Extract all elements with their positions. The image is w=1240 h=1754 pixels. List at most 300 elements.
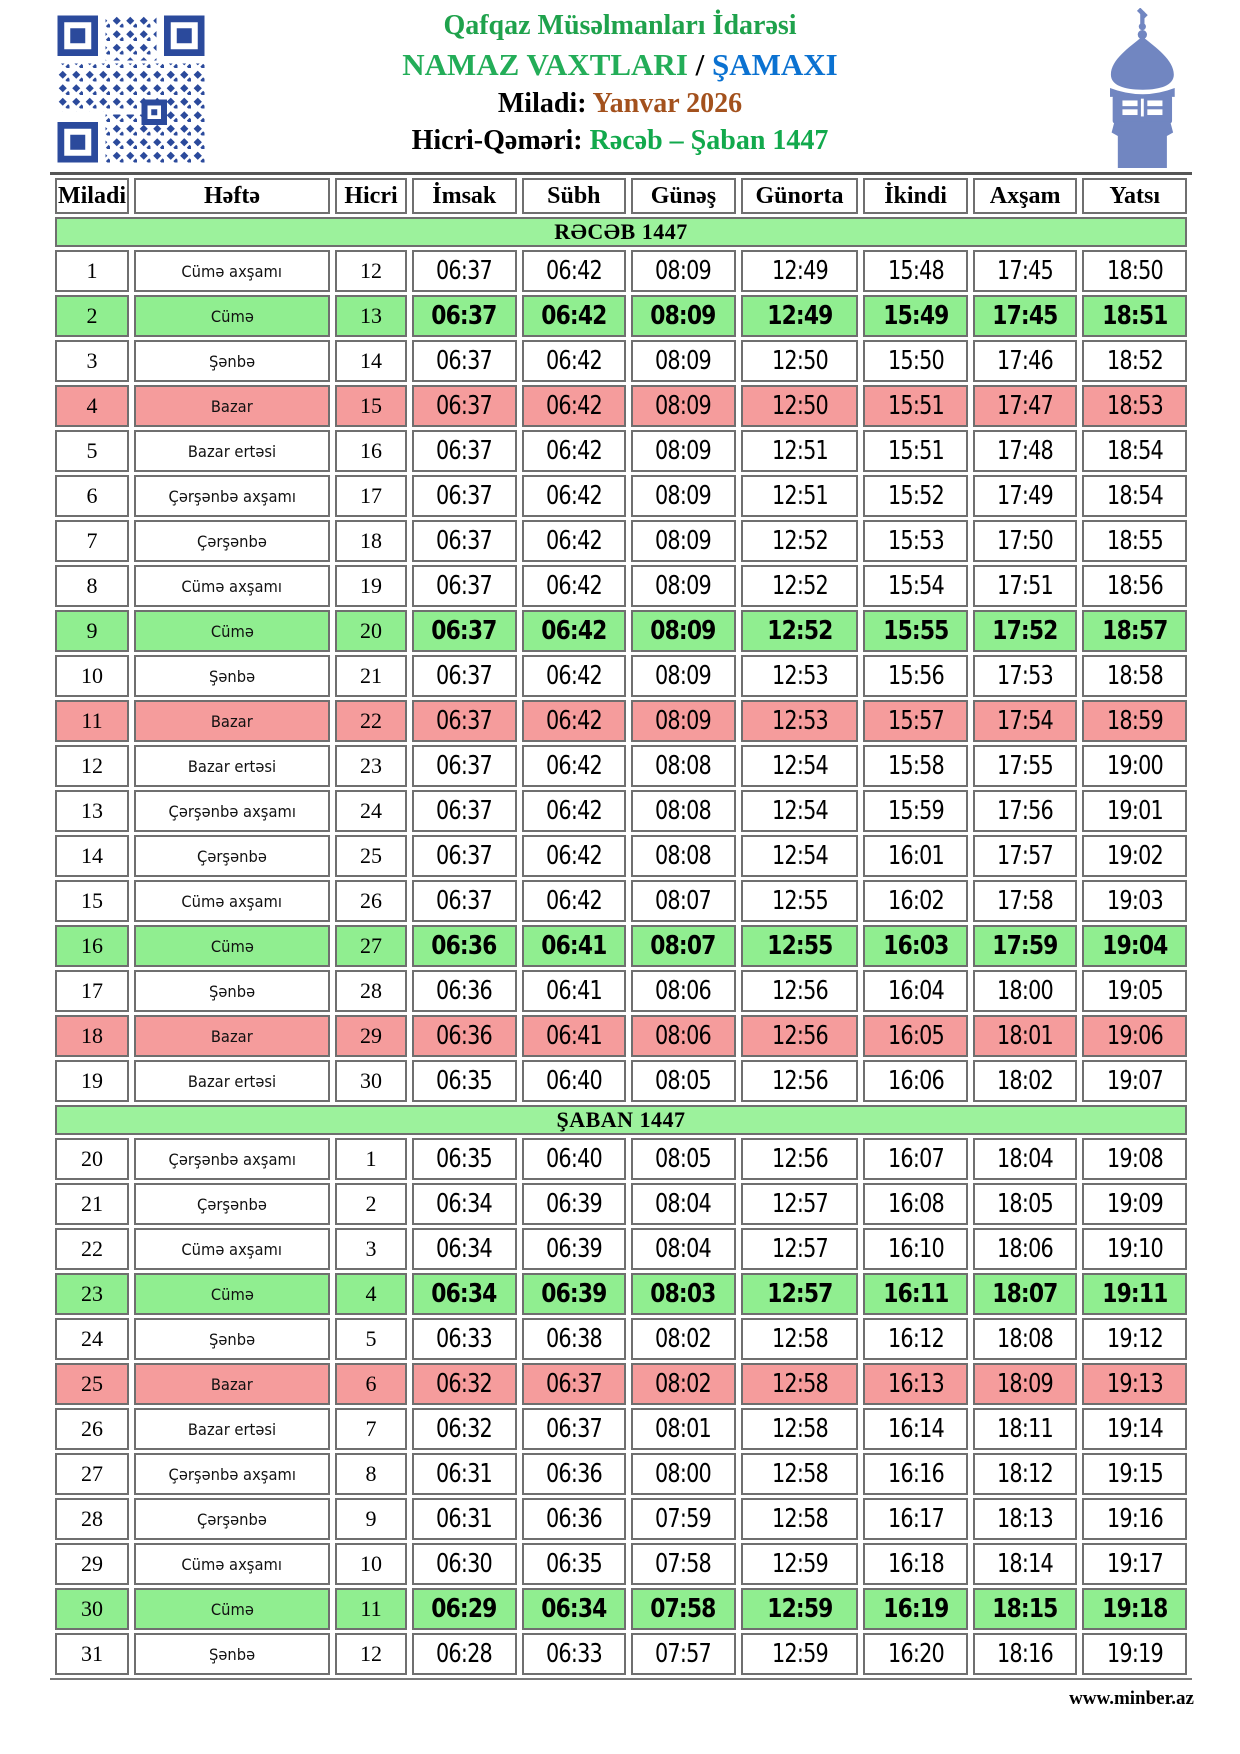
gunorta-cell: 12:58 xyxy=(741,1453,859,1495)
ikindi-cell: 15:58 xyxy=(863,745,968,787)
imsak-cell: 06:30 xyxy=(412,1543,517,1585)
gunorta-cell: 12:57 xyxy=(741,1273,859,1315)
ikindi-cell: 16:17 xyxy=(863,1498,968,1540)
day-row xyxy=(55,1408,1187,1450)
yatsi-cell: 19:10 xyxy=(1082,1228,1187,1270)
miladi-day-cell: 17 xyxy=(55,970,129,1012)
yatsi-cell: 19:14 xyxy=(1082,1408,1187,1450)
weekday-cell: Bazar ertəsi xyxy=(134,430,330,472)
gunes-cell: 08:07 xyxy=(631,880,736,922)
hicri-day-cell: 26 xyxy=(335,880,407,922)
miladi-day-cell: 16 xyxy=(55,925,129,967)
page-title xyxy=(0,45,1240,86)
weekday-cell: Çərşənbə axşamı xyxy=(134,790,330,832)
month-section-row xyxy=(55,1105,1187,1135)
miladi-day-cell: 7 xyxy=(55,520,129,562)
axsam-cell: 18:15 xyxy=(973,1588,1078,1630)
yatsi-cell: 18:58 xyxy=(1082,655,1187,697)
gunorta-cell: 12:51 xyxy=(741,475,859,517)
gunes-cell: 08:01 xyxy=(631,1408,736,1450)
gunorta-cell: 12:51 xyxy=(741,430,859,472)
axsam-cell: 18:13 xyxy=(973,1498,1078,1540)
hicri-day-cell: 10 xyxy=(335,1543,407,1585)
gunorta-cell: 12:55 xyxy=(741,880,859,922)
day-row xyxy=(55,1363,1187,1405)
subh-cell: 06:39 xyxy=(522,1183,627,1225)
subh-cell: 06:42 xyxy=(522,385,627,427)
axsam-cell: 18:02 xyxy=(973,1060,1078,1102)
hicri-day-cell: 1 xyxy=(335,1138,407,1180)
weekday-cell: Cümə axşamı xyxy=(134,565,330,607)
gunorta-cell: 12:53 xyxy=(741,655,859,697)
day-row xyxy=(55,700,1187,742)
hicri-value: Rəcəb – Şaban 1447 xyxy=(589,124,829,156)
weekday-cell: Çərşənbə axşamı xyxy=(134,1138,330,1180)
weekday-cell: Cümə axşamı xyxy=(134,880,330,922)
gunorta-cell: 12:58 xyxy=(741,1498,859,1540)
ikindi-cell: 15:50 xyxy=(863,340,968,382)
miladi-day-cell: 27 xyxy=(55,1453,129,1495)
hicri-day-cell: 21 xyxy=(335,655,407,697)
gunes-cell: 07:58 xyxy=(631,1543,736,1585)
hicri-day-cell: 18 xyxy=(335,520,407,562)
ikindi-cell: 15:56 xyxy=(863,655,968,697)
imsak-cell: 06:37 xyxy=(412,700,517,742)
imsak-cell: 06:37 xyxy=(412,835,517,877)
gunes-cell: 07:58 xyxy=(631,1588,736,1630)
hicri-day-cell: 27 xyxy=(335,925,407,967)
miladi-day-cell: 11 xyxy=(55,700,129,742)
day-row xyxy=(55,745,1187,787)
axsam-cell: 17:55 xyxy=(973,745,1078,787)
gunes-cell: 08:09 xyxy=(631,700,736,742)
yatsi-cell: 19:04 xyxy=(1082,925,1187,967)
hicri-day-cell: 13 xyxy=(335,295,407,337)
subh-cell: 06:37 xyxy=(522,1408,627,1450)
miladi-day-cell: 28 xyxy=(55,1498,129,1540)
column-header-5: Sübh xyxy=(522,178,627,214)
miladi-day-cell: 13 xyxy=(55,790,129,832)
gunes-cell: 08:09 xyxy=(631,655,736,697)
hicri-day-cell: 7 xyxy=(335,1408,407,1450)
miladi-day-cell: 10 xyxy=(55,655,129,697)
weekday-cell: Çərşənbə axşamı xyxy=(134,475,330,517)
gunorta-cell: 12:50 xyxy=(741,340,859,382)
hicri-day-cell: 12 xyxy=(335,250,407,292)
imsak-cell: 06:31 xyxy=(412,1453,517,1495)
miladi-day-cell: 2 xyxy=(55,295,129,337)
yatsi-cell: 19:17 xyxy=(1082,1543,1187,1585)
miladi-day-cell: 6 xyxy=(55,475,129,517)
hicri-day-cell: 14 xyxy=(335,340,407,382)
gunes-cell: 08:04 xyxy=(631,1183,736,1225)
axsam-cell: 17:56 xyxy=(973,790,1078,832)
ikindi-cell: 15:59 xyxy=(863,790,968,832)
axsam-cell: 17:54 xyxy=(973,700,1078,742)
day-row xyxy=(55,475,1187,517)
gunorta-cell: 12:56 xyxy=(741,1138,859,1180)
gunes-cell: 08:09 xyxy=(631,340,736,382)
imsak-cell: 06:37 xyxy=(412,610,517,652)
miladi-value: Yanvar 2026 xyxy=(592,87,743,119)
day-row xyxy=(55,565,1187,607)
yatsi-cell: 19:08 xyxy=(1082,1138,1187,1180)
day-row xyxy=(55,880,1187,922)
gunes-cell: 08:04 xyxy=(631,1228,736,1270)
day-row xyxy=(55,1183,1187,1225)
ikindi-cell: 16:12 xyxy=(863,1318,968,1360)
ikindi-cell: 16:16 xyxy=(863,1453,968,1495)
weekday-cell: Bazar ertəsi xyxy=(134,1408,330,1450)
gunorta-cell: 12:54 xyxy=(741,790,859,832)
subh-cell: 06:33 xyxy=(522,1633,627,1675)
weekday-cell: Cümə xyxy=(134,295,330,337)
gunes-cell: 08:08 xyxy=(631,745,736,787)
weekday-cell: Bazar xyxy=(134,385,330,427)
hicri-day-cell: 17 xyxy=(335,475,407,517)
hicri-day-cell: 5 xyxy=(335,1318,407,1360)
day-row xyxy=(55,610,1187,652)
hicri-day-cell: 2 xyxy=(335,1183,407,1225)
gunes-cell: 08:09 xyxy=(631,385,736,427)
gunes-cell: 08:05 xyxy=(631,1060,736,1102)
axsam-cell: 17:49 xyxy=(973,475,1078,517)
gunorta-cell: 12:52 xyxy=(741,610,859,652)
ikindi-cell: 16:02 xyxy=(863,880,968,922)
subh-cell: 06:42 xyxy=(522,475,627,517)
imsak-cell: 06:35 xyxy=(412,1138,517,1180)
yatsi-cell: 18:54 xyxy=(1082,475,1187,517)
yatsi-cell: 19:01 xyxy=(1082,790,1187,832)
axsam-cell: 17:53 xyxy=(973,655,1078,697)
gunes-cell: 08:09 xyxy=(631,565,736,607)
yatsi-cell: 19:16 xyxy=(1082,1498,1187,1540)
column-header-4: İmsak xyxy=(412,178,517,214)
axsam-cell: 18:00 xyxy=(973,970,1078,1012)
gunes-cell: 07:59 xyxy=(631,1498,736,1540)
subh-cell: 06:40 xyxy=(522,1138,627,1180)
weekday-cell: Bazar xyxy=(134,1015,330,1057)
weekday-cell: Şənbə xyxy=(134,655,330,697)
subh-cell: 06:39 xyxy=(522,1228,627,1270)
day-row xyxy=(55,1228,1187,1270)
day-row xyxy=(55,970,1187,1012)
subh-cell: 06:38 xyxy=(522,1318,627,1360)
miladi-day-cell: 26 xyxy=(55,1408,129,1450)
hicri-label: Hicri-Qəməri: xyxy=(411,124,590,156)
gunorta-cell: 12:59 xyxy=(741,1588,859,1630)
imsak-cell: 06:34 xyxy=(412,1228,517,1270)
weekday-cell: Cümə axşamı xyxy=(134,1228,330,1270)
ikindi-cell: 16:18 xyxy=(863,1543,968,1585)
gunes-cell: 08:03 xyxy=(631,1273,736,1315)
ikindi-cell: 15:52 xyxy=(863,475,968,517)
imsak-cell: 06:37 xyxy=(412,250,517,292)
ikindi-cell: 16:11 xyxy=(863,1273,968,1315)
hicri-day-cell: 12 xyxy=(335,1633,407,1675)
column-header-row xyxy=(55,178,1187,214)
ikindi-cell: 16:04 xyxy=(863,970,968,1012)
day-row xyxy=(55,295,1187,337)
miladi-day-cell: 21 xyxy=(55,1183,129,1225)
weekday-cell: Çərşənbə xyxy=(134,1498,330,1540)
weekday-cell: Çərşənbə xyxy=(134,520,330,562)
imsak-cell: 06:33 xyxy=(412,1318,517,1360)
yatsi-cell: 19:06 xyxy=(1082,1015,1187,1057)
miladi-day-cell: 18 xyxy=(55,1015,129,1057)
gunes-cell: 08:09 xyxy=(631,520,736,562)
axsam-cell: 18:12 xyxy=(973,1453,1078,1495)
subh-cell: 06:42 xyxy=(522,295,627,337)
column-header-10: Yatsı xyxy=(1082,178,1187,214)
weekday-cell: Bazar xyxy=(134,1363,330,1405)
hicri-day-cell: 25 xyxy=(335,835,407,877)
hicri-day-cell: 29 xyxy=(335,1015,407,1057)
imsak-cell: 06:34 xyxy=(412,1183,517,1225)
miladi-day-cell: 15 xyxy=(55,880,129,922)
column-header-3: Hicri xyxy=(335,178,407,214)
ikindi-cell: 15:57 xyxy=(863,700,968,742)
axsam-cell: 18:06 xyxy=(973,1228,1078,1270)
hicri-day-cell: 4 xyxy=(335,1273,407,1315)
gunes-cell: 08:02 xyxy=(631,1363,736,1405)
day-row xyxy=(55,250,1187,292)
ikindi-cell: 15:55 xyxy=(863,610,968,652)
subh-cell: 06:42 xyxy=(522,655,627,697)
yatsi-cell: 19:02 xyxy=(1082,835,1187,877)
day-row xyxy=(55,1318,1187,1360)
imsak-cell: 06:37 xyxy=(412,475,517,517)
miladi-day-cell: 4 xyxy=(55,385,129,427)
yatsi-cell: 18:56 xyxy=(1082,565,1187,607)
weekday-cell: Cümə xyxy=(134,1588,330,1630)
gunorta-cell: 12:54 xyxy=(741,835,859,877)
hicri-day-cell: 16 xyxy=(335,430,407,472)
day-row xyxy=(55,1498,1187,1540)
miladi-day-cell: 9 xyxy=(55,610,129,652)
hicri-day-cell: 20 xyxy=(335,610,407,652)
yatsi-cell: 19:05 xyxy=(1082,970,1187,1012)
gunes-cell: 08:08 xyxy=(631,790,736,832)
day-row xyxy=(55,1453,1187,1495)
website-footer: www.minber.az xyxy=(1069,1688,1194,1709)
imsak-cell: 06:31 xyxy=(412,1498,517,1540)
hicri-day-cell: 28 xyxy=(335,970,407,1012)
axsam-cell: 17:52 xyxy=(973,610,1078,652)
column-header-2: Həftə xyxy=(134,178,330,214)
axsam-cell: 17:58 xyxy=(973,880,1078,922)
axsam-cell: 18:05 xyxy=(973,1183,1078,1225)
hicri-day-cell: 15 xyxy=(335,385,407,427)
subh-cell: 06:40 xyxy=(522,1060,627,1102)
axsam-cell: 17:47 xyxy=(973,385,1078,427)
weekday-cell: Şənbə xyxy=(134,340,330,382)
axsam-cell: 17:45 xyxy=(973,250,1078,292)
axsam-cell: 18:14 xyxy=(973,1543,1078,1585)
miladi-day-cell: 23 xyxy=(55,1273,129,1315)
day-row xyxy=(55,340,1187,382)
axsam-cell: 18:07 xyxy=(973,1273,1078,1315)
axsam-cell: 18:09 xyxy=(973,1363,1078,1405)
axsam-cell: 17:57 xyxy=(973,835,1078,877)
yatsi-cell: 18:52 xyxy=(1082,340,1187,382)
column-header-8: İkindi xyxy=(863,178,968,214)
subh-cell: 06:42 xyxy=(522,340,627,382)
weekday-cell: Çərşənbə xyxy=(134,835,330,877)
gunes-cell: 08:02 xyxy=(631,1318,736,1360)
day-row xyxy=(55,925,1187,967)
title-separator: / xyxy=(687,46,713,82)
yatsi-cell: 18:53 xyxy=(1082,385,1187,427)
ikindi-cell: 15:49 xyxy=(863,295,968,337)
imsak-cell: 06:37 xyxy=(412,295,517,337)
subh-cell: 06:41 xyxy=(522,1015,627,1057)
gunes-cell: 08:09 xyxy=(631,295,736,337)
ikindi-cell: 16:01 xyxy=(863,835,968,877)
month-section-title: ŞABAN 1447 xyxy=(55,1105,1187,1135)
miladi-day-cell: 29 xyxy=(55,1543,129,1585)
gunes-cell: 08:09 xyxy=(631,475,736,517)
day-row xyxy=(55,655,1187,697)
day-row xyxy=(55,790,1187,832)
yatsi-cell: 19:19 xyxy=(1082,1633,1187,1675)
yatsi-cell: 18:55 xyxy=(1082,520,1187,562)
ikindi-cell: 16:14 xyxy=(863,1408,968,1450)
day-row xyxy=(55,1588,1187,1630)
imsak-cell: 06:36 xyxy=(412,1015,517,1057)
yatsi-cell: 19:11 xyxy=(1082,1273,1187,1315)
ikindi-cell: 15:53 xyxy=(863,520,968,562)
subh-cell: 06:42 xyxy=(522,880,627,922)
gunorta-cell: 12:50 xyxy=(741,385,859,427)
imsak-cell: 06:37 xyxy=(412,340,517,382)
gunes-cell: 08:07 xyxy=(631,925,736,967)
axsam-cell: 18:11 xyxy=(973,1408,1078,1450)
yatsi-cell: 18:51 xyxy=(1082,295,1187,337)
yatsi-cell: 18:50 xyxy=(1082,250,1187,292)
minaret-icon xyxy=(1086,8,1198,168)
hijri-month-line xyxy=(0,123,1240,160)
axsam-cell: 18:16 xyxy=(973,1633,1078,1675)
hicri-day-cell: 24 xyxy=(335,790,407,832)
gunes-cell: 08:08 xyxy=(631,835,736,877)
imsak-cell: 06:36 xyxy=(412,970,517,1012)
imsak-cell: 06:37 xyxy=(412,790,517,832)
gunorta-cell: 12:57 xyxy=(741,1228,859,1270)
ikindi-cell: 16:08 xyxy=(863,1183,968,1225)
ikindi-cell: 15:51 xyxy=(863,430,968,472)
day-row xyxy=(55,1633,1187,1675)
subh-cell: 06:42 xyxy=(522,430,627,472)
subh-cell: 06:35 xyxy=(522,1543,627,1585)
hicri-day-cell: 3 xyxy=(335,1228,407,1270)
day-row xyxy=(55,430,1187,472)
weekday-cell: Şənbə xyxy=(134,1633,330,1675)
imsak-cell: 06:32 xyxy=(412,1408,517,1450)
ikindi-cell: 16:20 xyxy=(863,1633,968,1675)
miladi-day-cell: 8 xyxy=(55,565,129,607)
gunorta-cell: 12:52 xyxy=(741,520,859,562)
subh-cell: 06:36 xyxy=(522,1498,627,1540)
miladi-day-cell: 12 xyxy=(55,745,129,787)
imsak-cell: 06:28 xyxy=(412,1633,517,1675)
yatsi-cell: 19:00 xyxy=(1082,745,1187,787)
weekday-cell: Cümə axşamı xyxy=(134,250,330,292)
imsak-cell: 06:29 xyxy=(412,1588,517,1630)
miladi-day-cell: 31 xyxy=(55,1633,129,1675)
ikindi-cell: 16:05 xyxy=(863,1015,968,1057)
gunorta-cell: 12:58 xyxy=(741,1408,859,1450)
miladi-day-cell: 22 xyxy=(55,1228,129,1270)
imsak-cell: 06:32 xyxy=(412,1363,517,1405)
weekday-cell: Çərşənbə xyxy=(134,1183,330,1225)
miladi-day-cell: 3 xyxy=(55,340,129,382)
month-section-row xyxy=(55,217,1187,247)
axsam-cell: 17:48 xyxy=(973,430,1078,472)
ikindi-cell: 16:03 xyxy=(863,925,968,967)
imsak-cell: 06:37 xyxy=(412,565,517,607)
hicri-day-cell: 9 xyxy=(335,1498,407,1540)
weekday-cell: Şənbə xyxy=(134,1318,330,1360)
subh-cell: 06:42 xyxy=(522,520,627,562)
gunes-cell: 08:09 xyxy=(631,610,736,652)
gunorta-cell: 12:58 xyxy=(741,1363,859,1405)
prayer-times-table xyxy=(50,172,1192,1680)
hicri-day-cell: 11 xyxy=(335,1588,407,1630)
hicri-day-cell: 30 xyxy=(335,1060,407,1102)
weekday-cell: Çərşənbə axşamı xyxy=(134,1453,330,1495)
subh-cell: 06:42 xyxy=(522,835,627,877)
column-header-1: Miladi xyxy=(55,178,129,214)
subh-cell: 06:41 xyxy=(522,970,627,1012)
page-title-main: NAMAZ VAXTLARI xyxy=(402,46,688,82)
weekday-cell: Cümə xyxy=(134,1273,330,1315)
hicri-day-cell: 6 xyxy=(335,1363,407,1405)
gunorta-cell: 12:55 xyxy=(741,925,859,967)
gunorta-cell: 12:59 xyxy=(741,1543,859,1585)
miladi-day-cell: 5 xyxy=(55,430,129,472)
miladi-day-cell: 1 xyxy=(55,250,129,292)
miladi-day-cell: 19 xyxy=(55,1060,129,1102)
day-row xyxy=(55,385,1187,427)
hicri-day-cell: 23 xyxy=(335,745,407,787)
weekday-cell: Cümə xyxy=(134,610,330,652)
gunes-cell: 08:06 xyxy=(631,970,736,1012)
gunorta-cell: 12:57 xyxy=(741,1183,859,1225)
axsam-cell: 18:04 xyxy=(973,1138,1078,1180)
ikindi-cell: 16:13 xyxy=(863,1363,968,1405)
day-row xyxy=(55,1273,1187,1315)
gunorta-cell: 12:56 xyxy=(741,1060,859,1102)
day-row xyxy=(55,835,1187,877)
miladi-day-cell: 20 xyxy=(55,1138,129,1180)
yatsi-cell: 18:59 xyxy=(1082,700,1187,742)
ikindi-cell: 15:48 xyxy=(863,250,968,292)
imsak-cell: 06:34 xyxy=(412,1273,517,1315)
hicri-day-cell: 19 xyxy=(335,565,407,607)
day-row xyxy=(55,1015,1187,1057)
weekday-cell: Bazar ertəsi xyxy=(134,745,330,787)
subh-cell: 06:39 xyxy=(522,1273,627,1315)
axsam-cell: 18:08 xyxy=(973,1318,1078,1360)
imsak-cell: 06:36 xyxy=(412,925,517,967)
gunorta-cell: 12:56 xyxy=(741,970,859,1012)
subh-cell: 06:37 xyxy=(522,1363,627,1405)
day-row xyxy=(55,1060,1187,1102)
subh-cell: 06:42 xyxy=(522,790,627,832)
imsak-cell: 06:37 xyxy=(412,385,517,427)
imsak-cell: 06:37 xyxy=(412,655,517,697)
